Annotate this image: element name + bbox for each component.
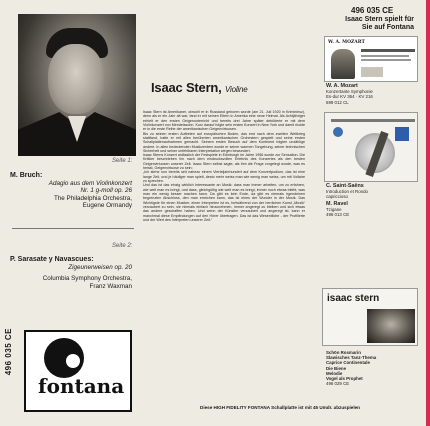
mozart-composer: W. A. Mozart (326, 83, 358, 89)
side1-performers-line1: The Philadelphia Orchestra, (53, 194, 132, 202)
saint-saens-album-thumbnail (324, 112, 418, 182)
stern-catalog: 496 029 CE (326, 381, 350, 387)
mozart-info (326, 84, 418, 105)
stern-work: Vogel als Prophet (326, 376, 363, 382)
artist-instrument: Violine (225, 85, 248, 94)
liner-paragraph: „Ich stehe nun bereits seit nahezu einem Vierteljahrhundert auf dem Konzertpodium, das ist eine lange Zeit, und je häufiger man spielt, desto mehr weiss man wie wenig man weiss, um mit Voltaire zu sprechen. (143, 170, 305, 183)
decor-line (361, 55, 409, 57)
side2-work: Zigeunerweisen op. 20 (68, 263, 132, 271)
artist-name: Isaac Stern, (151, 80, 222, 95)
saint-saens-composer: C. Saint-Saëns (326, 183, 364, 189)
side2-label: Seite 2: (112, 243, 133, 249)
liner-paragraph: Bis zu seinen ersten Auftreten auf europäischen Boden, das erst nach dem zweiten Weltkrieg stattfand, hatte er mit allen berühmten amerikanischen Orchestern gespielt und seine ersten Schallplattenaufnahmen gemacht. Seinem ersten Besuch auf dem Kontinent folgten unzählige andere. In allen bedeutenden Musikzentren wurde er seiner warmen Tongebung, seiner technischen Sicherheit und seiner unfehlbaren Interpretation wegen bewundert. (143, 131, 305, 153)
page-title (151, 80, 248, 95)
ravel-composer: M. Ravel (326, 200, 348, 207)
decor-line (331, 119, 415, 122)
decor-dot (333, 127, 343, 137)
saint-saens-catalog: 496 013 CE (326, 212, 350, 218)
logo-notch (66, 354, 80, 368)
stern-work: Schön Rosmarin (326, 350, 361, 355)
decor-line (361, 59, 411, 61)
mozart-line1: Konzertante Symphonie (326, 89, 373, 95)
liner-notes (143, 110, 305, 222)
liner-paragraph: Isaac Sterns Konzert anlässlich der Festspiele in Edinburgh im Jahre 1956 wurde zur Sensation. Die Kritiker beschrieben ihn nach dem eindrucksvollen Erlebnis des Konzertes als den besten Geigenvirtuosen unserer Zeit. Isaac Stern selbst sagte, als ihm die Frage vorgelegt wurde, was es heisst, Geigenvirtuose zu sein: (143, 153, 305, 171)
mozart-catalog: 699 012 CL (326, 99, 349, 105)
stern-album-thumbnail (322, 288, 418, 346)
mozart-line2: Es-dur KV 364 · KV 216 (326, 94, 373, 100)
side1-performers-line2: Eugene Ormandy (82, 202, 132, 210)
stern-work: Die Biene (326, 365, 347, 371)
stern-work: Slawisches Tanz-Thema (326, 355, 377, 361)
catalog-number: 496 035 CE (351, 6, 394, 15)
red-edge-band (426, 0, 430, 426)
saint-saens-line2: capriccioso (326, 194, 348, 200)
decor-line (361, 49, 415, 52)
portrait-face (48, 44, 104, 114)
side1-work-line2: Nr. 1 g-moll op. 26 (80, 187, 132, 195)
stern-thumb-title: isaac stern (327, 293, 380, 304)
catalog-number-vertical: 496 035 CE (4, 328, 13, 376)
saint-saens-info (326, 184, 418, 217)
decor-block (361, 67, 383, 77)
stern-works-list (326, 350, 418, 386)
promo-headline-line1: Isaac Stern spielt für (345, 16, 414, 23)
playback-speed-note: Diese HIGH FIDELITY FONTANA Schallplatte ist mit 45 Umdr. abzuspielen (200, 405, 360, 410)
liner-paragraph: Isaac Stern ist Amerikaner, obwohl er in Russland geboren wurde (am 21. Juli 1920 in Kriminiesz), denn als er ein Jahr alt war, fand er mit seinen Eltern in Amerika eine neue Heimat. Als Achtjähriger erhielt er den ersten Geigenunterricht und bereits drei Jahre später debütierte er mit dem Violinkonzert von Mendelssohn. Kurz darauf folgte sein erstes Konzert in New York und damit rückte er in die erste Reihe der amerikanischen Geigenvirtuosen. (143, 110, 305, 132)
promo-headline (324, 16, 414, 32)
side1-block (10, 172, 132, 210)
side2-block (10, 256, 132, 290)
promo-headline-line2: Sie auf Fontana (361, 24, 414, 31)
artist-portrait (18, 14, 136, 156)
logo-wordmark: fontana (38, 374, 125, 398)
side1-work-line1: Adagio aus dem Violinkonzert (48, 179, 132, 187)
stern-work: Caprice Continentale (326, 360, 370, 366)
decor-square (395, 127, 409, 141)
side2-performers-line1: Columbia Symphony Orchestra, (42, 275, 132, 283)
mozart-bust-icon (331, 49, 355, 79)
side2-performers-line2: Franz Waxman (89, 282, 132, 290)
liner-paragraph: Und das ist das einzig wirklich Interessante an Musik: dass man immer arbeiten, um zu erfahren, wie weit man es bringt, und dass, gleichgültig wie weit man es bringt, immer noch etwas bleibt, was man ein wenig besser machen kann. Da gibt es kein Ende, da gibt es niemals irgendeinen begrenzten Abschluss, den man erreichen kann, das ist eines der Wunder in der Musik. Das Wichtigste für einen Musiker, einen Interpreten ist es, fortwährend von der herrlichen Kunst „Musik“ verzaubert zu sein, sie niemals einfach hinzunehmen, immer angeregt zu bleiben und sich etwas das andere geschaffen haben. Und wenn der Künstler verzaubert und angeregt ist, kann er manchmal diese Empfindungen auf den Hörer übertragen. Das ist das Wesentliche - der Profilierte und der Wert des Interpreten unserer Zeit.“ (143, 183, 305, 222)
saint-saens-line1: Introduction et Rondo (326, 189, 368, 195)
side2-composer: P. Sarasate y Navascues: (10, 256, 94, 263)
side1-label: Seite 1: (112, 158, 133, 164)
ravel-line: Tzigane (326, 206, 342, 212)
stern-photo (367, 309, 415, 343)
divider (12, 228, 134, 229)
stern-work: Melodie (326, 370, 343, 376)
mozart-album-thumbnail (324, 36, 418, 82)
mozart-thumb-title: W. A. MOZART (328, 40, 365, 45)
side1-composer: M. Bruch: (10, 172, 43, 179)
fontana-logo (24, 330, 132, 412)
